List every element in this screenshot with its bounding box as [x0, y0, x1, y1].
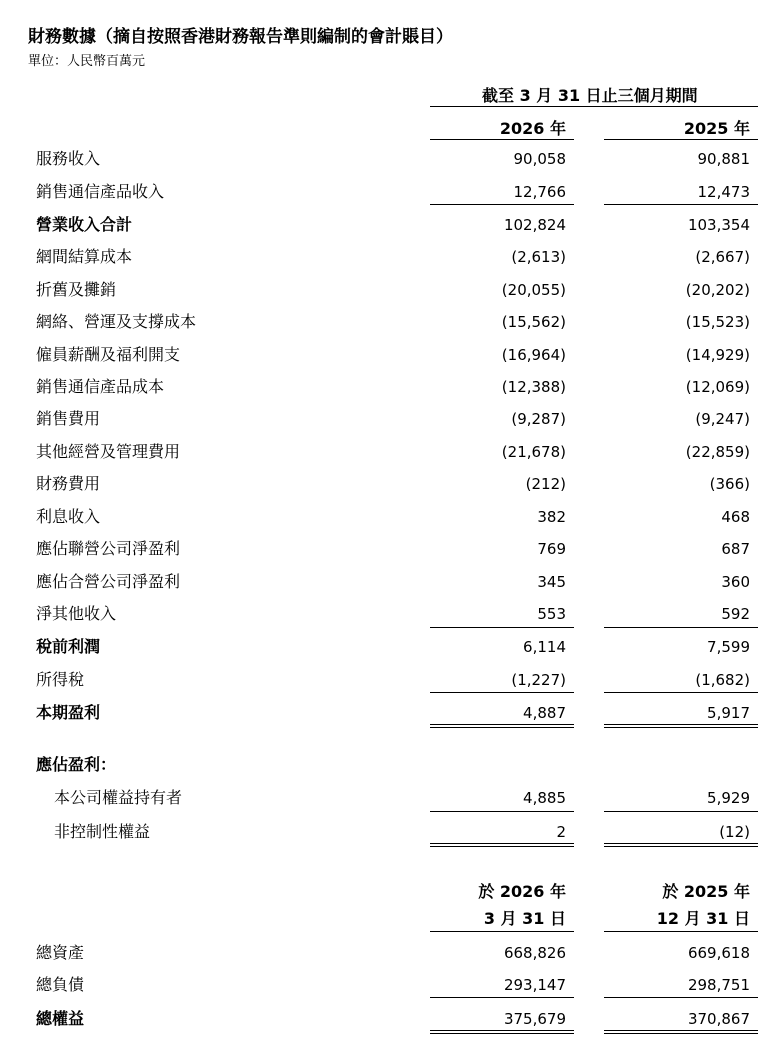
row-label: 所得稅 [36, 670, 85, 689]
period-header-rule [430, 106, 758, 107]
value-2026: 2 [556, 823, 566, 841]
value-2026: 553 [537, 605, 566, 623]
row-label: 本公司權益持有者 [54, 788, 183, 807]
table-row [0, 635, 784, 659]
total-double-rule [604, 724, 758, 728]
value-2025: 298,751 [687, 976, 750, 994]
row-label: 僱員薪酬及福利開支 [36, 345, 181, 364]
value-2026: 668,826 [503, 944, 566, 962]
value-2025: (2,667) [695, 248, 750, 266]
row-label: 應佔合營公司淨盈利 [36, 572, 181, 591]
value-2025: (366) [709, 475, 750, 493]
column-header-rule-2025 [604, 139, 758, 140]
value-2025: 468 [721, 508, 750, 526]
table-row [0, 570, 784, 594]
subtotal-rule [604, 692, 758, 693]
value-2025: 360 [721, 573, 750, 591]
table-row [0, 245, 784, 269]
column-header-rule-2026 [430, 139, 574, 140]
row-label: 銷售通信產品成本 [36, 377, 165, 396]
subtotal-rule [430, 811, 574, 812]
row-label: 銷售通信產品收入 [36, 182, 165, 201]
row-label: 財務費用 [36, 474, 101, 493]
unit-note: 單位：人民幣百萬元 [28, 54, 146, 69]
section-heading [0, 753, 784, 777]
balance-header-2025-line1: 於 2025 年 [662, 882, 750, 901]
period-header: 截至 3 月 31 日止三個月期間 [482, 86, 698, 105]
value-2026: (9,287) [511, 410, 566, 428]
balance-header-rule [430, 931, 574, 932]
value-2025: 5,917 [707, 704, 750, 722]
value-2025: (14,929) [685, 346, 750, 364]
table-row [0, 180, 784, 204]
value-2026: (16,964) [501, 346, 566, 364]
table-row [0, 472, 784, 496]
value-2026: (212) [525, 475, 566, 493]
value-2025: 592 [721, 605, 750, 623]
total-double-rule [604, 1030, 758, 1034]
table-row [0, 310, 784, 334]
value-2025: 103,354 [687, 216, 750, 234]
subtotal-rule [604, 204, 758, 205]
value-2026: 102,824 [503, 216, 566, 234]
subtotal-rule [604, 627, 758, 628]
value-2026: (21,678) [501, 443, 566, 461]
subtotal-rule [604, 997, 758, 998]
value-2025: (22,859) [685, 443, 750, 461]
row-label: 其他經營及管理費用 [36, 442, 181, 461]
row-label: 網間結算成本 [36, 247, 133, 266]
row-label: 折舊及攤銷 [36, 280, 117, 299]
value-2026: 4,885 [523, 789, 566, 807]
value-2025: 90,881 [697, 150, 750, 168]
value-2025: 5,929 [707, 789, 750, 807]
value-2026: 345 [537, 573, 566, 591]
value-2025: 687 [721, 540, 750, 558]
row-label: 總負債 [36, 975, 85, 994]
table-row [0, 701, 784, 725]
row-label: 應佔聯營公司淨盈利 [36, 539, 181, 558]
value-2026: 4,887 [523, 704, 566, 722]
value-2026: 293,147 [503, 976, 566, 994]
value-2025: 12,473 [697, 183, 750, 201]
value-2025: (15,523) [685, 313, 750, 331]
value-2025: (1,682) [695, 671, 750, 689]
value-2026: 90,058 [513, 150, 566, 168]
balance-header-rule [604, 931, 758, 932]
column-header-2025: 2025 年 [683, 119, 750, 138]
value-2026: (20,055) [501, 281, 566, 299]
value-2026: 6,114 [523, 638, 566, 656]
balance-header-2026-line1: 於 2026 年 [478, 882, 566, 901]
subtotal-rule [430, 692, 574, 693]
value-2026: 375,679 [503, 1010, 566, 1028]
table-row [0, 668, 784, 692]
page-title: 財務數據（摘自按照香港財務報告準則編制的會計賬目） [28, 27, 453, 47]
table-row [0, 147, 784, 171]
row-label: 銷售費用 [36, 409, 101, 428]
value-2025: (12,069) [685, 378, 750, 396]
subtotal-rule [604, 811, 758, 812]
table-row [0, 537, 784, 561]
value-2026: 769 [537, 540, 566, 558]
row-label: 網絡、營運及支撐成本 [36, 312, 197, 331]
table-row [0, 602, 784, 626]
value-2025: (9,247) [695, 410, 750, 428]
value-2026: 382 [537, 508, 566, 526]
value-2025: (20,202) [685, 281, 750, 299]
table-row [0, 278, 784, 302]
value-2026: (15,562) [501, 313, 566, 331]
value-2025: 669,618 [687, 944, 750, 962]
subtotal-rule [430, 204, 574, 205]
row-label: 總權益 [36, 1009, 85, 1028]
value-2026: 12,766 [513, 183, 566, 201]
total-double-rule [604, 843, 758, 847]
table-row [0, 407, 784, 431]
row-label: 總資產 [36, 943, 85, 962]
value-2025: 7,599 [707, 638, 750, 656]
column-header-2026: 2026 年 [499, 119, 566, 138]
table-row [0, 1007, 784, 1031]
balance-header-2026-line2: 3 月 31 日 [483, 909, 566, 928]
row-label: 服務收入 [36, 149, 101, 168]
total-double-rule [430, 843, 574, 847]
value-2026: (1,227) [511, 671, 566, 689]
table-row [0, 440, 784, 464]
table-row [0, 973, 784, 997]
total-double-rule [430, 1030, 574, 1034]
table-row [0, 213, 784, 237]
table-row [0, 820, 784, 844]
value-2026: (2,613) [511, 248, 566, 266]
row-label: 淨其他收入 [36, 604, 117, 623]
table-row [0, 343, 784, 367]
subtotal-rule [430, 627, 574, 628]
value-2025: 370,867 [687, 1010, 750, 1028]
row-label: 本期盈利 [36, 703, 101, 722]
total-double-rule [430, 724, 574, 728]
table-row [0, 375, 784, 399]
row-label: 非控制性權益 [54, 822, 151, 841]
row-label: 稅前利潤 [36, 637, 101, 656]
table-row [0, 505, 784, 529]
table-row [0, 941, 784, 965]
value-2026: (12,388) [501, 378, 566, 396]
subtotal-rule [430, 997, 574, 998]
attributable-heading: 應佔盈利： [36, 755, 117, 774]
row-label: 利息收入 [36, 507, 101, 526]
row-label: 營業收入合計 [36, 215, 133, 234]
value-2025: (12) [719, 823, 750, 841]
balance-header-2025-line2: 12 月 31 日 [656, 909, 750, 928]
table-row [0, 786, 784, 810]
